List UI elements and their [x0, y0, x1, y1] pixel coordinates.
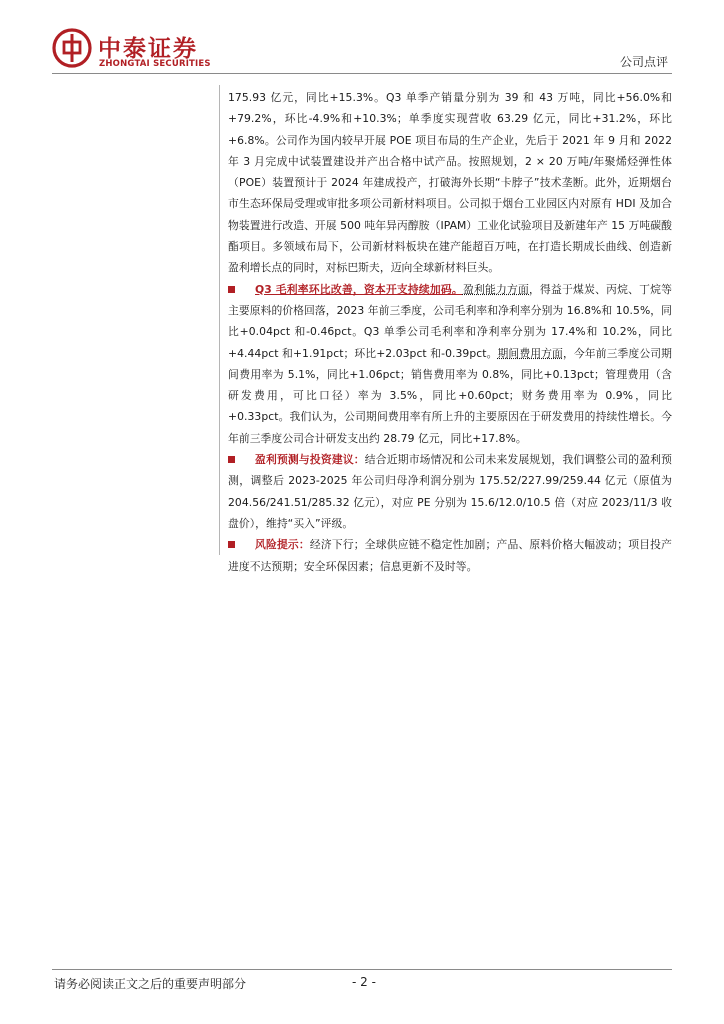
bullet-text: 结合近期市场情况和公司未来发展规划，我们调整公司的盈利预测，调整后 2023-2025 年公司归母净利润分别为 175.52/227.99/259.44 亿元（原值为 204.56/241.51/285.32 亿元），对应 PE 分别为 15.6/12.0/10.5 倍（对应 2023/11/3 收盘价），维持“买入”评级。 [228, 453, 673, 530]
bullet-square-icon [228, 541, 235, 548]
bullet-heading: 盈利预测与投资建议： [255, 453, 365, 467]
column-divider [219, 85, 220, 555]
bullet-item-profitability [228, 279, 672, 449]
bullet-paragraph [228, 534, 672, 577]
report-type-label: 公司点评 [619, 55, 668, 69]
footer-disclaimer: 请务必阅读正文之后的重要声明部分 [54, 977, 247, 991]
header-divider [52, 73, 672, 74]
logo-chinese-name: 中泰证券 [98, 36, 198, 62]
body-paragraph: 175.93 亿元，同比+15.3%。Q3 单季产销量分别为 39 和 43 万吨，同比+56.0%和+79.2%，环比-4.9%和+10.3%；单季度实现营收 63.29 亿元，同比+31.2%，环比+6.8%。公司作为国内较早开展 POE 项目布局的生产企业，先后于 2021 年 9 月和 2022 年 3 月完成中试装置建设并产出合格中试产品。按照规划，2 × 20 万吨/年聚烯烃弹性体（POE）装置预计于 2024 年建成投产，打破海外长期“卡脖子”技术垄断。此外，近期烟台市生态环保局受理或审批多项公司新材料项目。公司拟于烟台工业园区内对原有 HDI 及加合物装置进行改造、开展 500 吨年异丙醇胺（IPAM）工业化试验项目及新建年产 15 万吨碳酸酯项目。多领域布局下，公司新材料板块在建产能超百万吨，在打造长期成长曲线、创造新盈利增长点的同时，对标巴斯夫，迈向全球新材料巨头。 [228, 91, 672, 275]
bullet-subheading: 期间费用方面 [497, 346, 563, 360]
bullet-subheading: 盈利能力方面 [462, 282, 530, 296]
bullet-heading: 风险提示： [255, 538, 310, 552]
logo-english-name: ZHONGTAI SECURITIES [99, 59, 211, 69]
footer-divider [52, 969, 672, 970]
bullet-text: ，今年前三季度公司期间费用率为 5.1%，同比+1.06pct；销售费用率为 0.8%，同比+0.13pct；管理费用（含研发费用，可比口径）率为 3.5%，同比+0.60pct；财务费用率为 0.9%，同比+0.33pct。我们认为，公司期间费用率有所上升的主要原因在于研发费用的持续性增长。今年前三季度公司合计研发支出约 28.79 亿元，同比+17.8%。 [228, 346, 672, 445]
zhongtai-logo-icon [52, 28, 92, 68]
bullet-square-icon [228, 456, 235, 463]
bullet-paragraph [228, 449, 672, 534]
bullet-paragraph [228, 279, 672, 449]
bullet-text: ，得益于煤炭、丙烷、丁烷等主要原料的价格回落，2023 年前三季度，公司毛利率和净利率分别为 16.8%和 10.5%，同比+0.04pct 和-0.46pct。Q3 单季公司毛利率和净利率分别为 17.4%和 10.2%，同比+4.44pct 和+1.91pct；环比+2.03pct 和-0.39pct。 [228, 282, 672, 360]
bullet-item-forecast [228, 449, 672, 534]
bullet-square-icon [228, 286, 235, 293]
bullet-text: 经济下行；全球供应链不稳定性加剧；产品、原料价格大幅波动；项目投产进度不达预期；安全环保因素；信息更新不及时等。 [228, 538, 672, 573]
bullet-item-risk [228, 534, 672, 577]
bullet-heading: Q3 毛利率环比改善，资本开支持续加码。 [255, 282, 463, 296]
report-body [228, 87, 672, 577]
page-number: - 2 - [352, 975, 376, 989]
